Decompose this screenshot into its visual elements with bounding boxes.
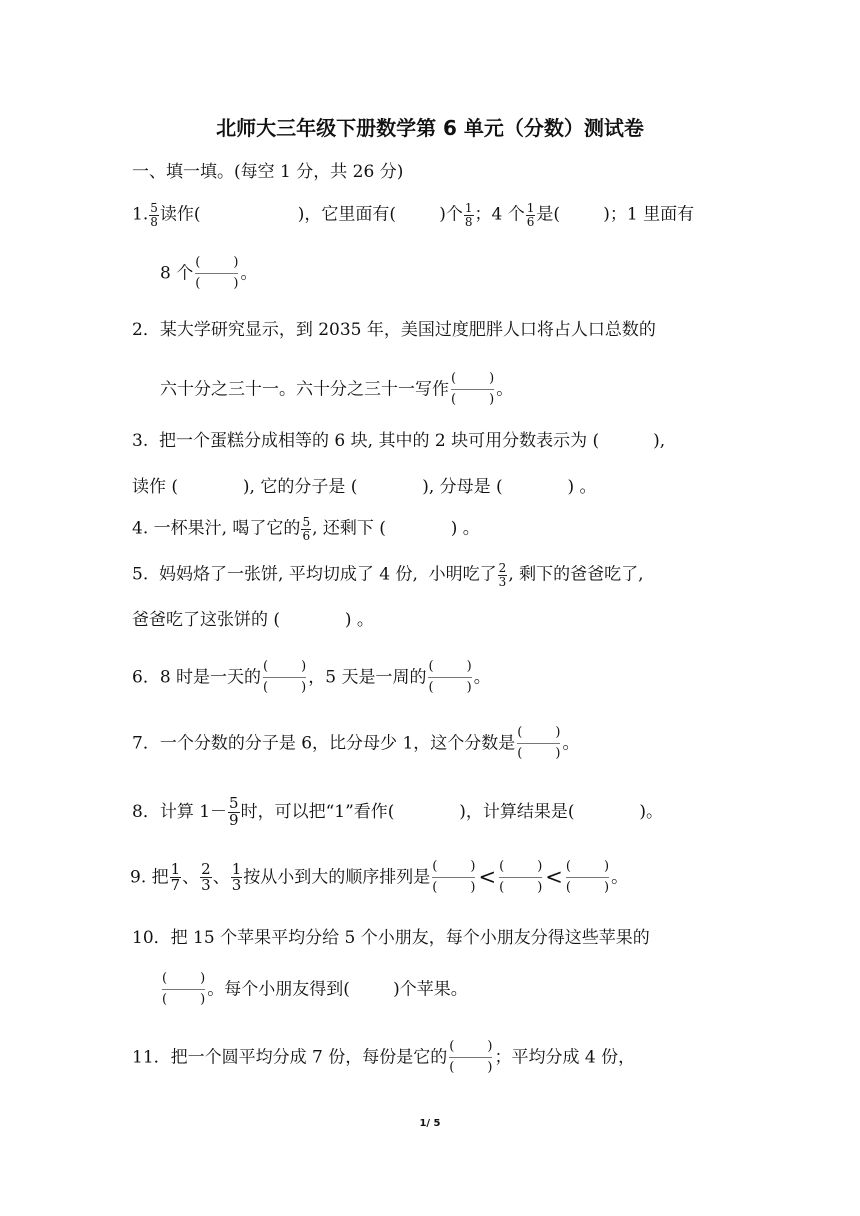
question-5-line-2: 爸爸吃了这张饼的 ( ) 。 bbox=[132, 610, 374, 630]
section-heading: 一、填一填。(每空 1 分，共 26 分) bbox=[132, 162, 404, 182]
answer-fraction-blank[interactable]: ( ) ( ) bbox=[449, 1039, 493, 1075]
question-8: 8．计算 1－ $\frac{5}{9}$ 时，可以把“1”看作( )，计算结果是( )。 bbox=[132, 794, 664, 829]
question-3-line-1: 3. 把一个蛋糕分成相等的 6 块, 其中的 2 块可用分数表示为 ( ), bbox=[132, 431, 666, 451]
question-2-line-2: 六十分之三十一。六十分之三十一写作 ( ) ( ) 。 bbox=[160, 371, 514, 407]
question-11: 11．把一个圆平均分成 7 份，每份是它的 ( ) ( ) ；平均分成 4 份， bbox=[132, 1039, 636, 1075]
page-number: 1/ 5 bbox=[419, 1118, 441, 1129]
fraction-1-8: $\frac{1}{8}$ bbox=[464, 201, 473, 229]
fraction-1-7: $\frac{1}{7}$ bbox=[170, 859, 181, 895]
answer-fraction-blank[interactable]: ( ) ( ) bbox=[195, 255, 239, 291]
fraction-1-3: $\frac{1}{3}$ bbox=[231, 859, 242, 895]
answer-fraction-blank[interactable]: ( ) ( ) bbox=[499, 859, 543, 895]
question-6: 6．8 时是一天的 ( ) ( ) ，5 天是一周的 ( ) ( ) 。 bbox=[132, 659, 491, 695]
question-number: 1. bbox=[132, 204, 149, 225]
question-2-line-1: 2．某大学研究显示，到 2035 年，美国过度肥胖人口将占人口总数的 bbox=[132, 320, 656, 340]
answer-fraction-blank[interactable]: ( ) ( ) bbox=[263, 659, 307, 695]
fraction-5-6: $\frac{5}{6}$ bbox=[302, 515, 311, 543]
answer-fraction-blank[interactable]: ( ) ( ) bbox=[162, 971, 206, 1007]
answer-fraction-blank[interactable]: ( ) ( ) bbox=[565, 859, 610, 895]
question-4: 4. 一杯果汁, 喝了它的 $\frac{5}{6}$ , 还剩下 ( ) 。 bbox=[132, 515, 480, 543]
less-than-sign: < bbox=[478, 865, 497, 890]
answer-fraction-blank[interactable]: ( ) ( ) bbox=[432, 859, 476, 895]
fraction-5-9: $\frac{5}{9}$ bbox=[229, 794, 239, 829]
fraction-2-3: $\frac{2}{3}$ bbox=[201, 859, 211, 895]
question-10-line-1: 10．把 15 个苹果平均分给 5 个小朋友，每个小朋友分得这些苹果的 bbox=[132, 928, 650, 948]
question-1-line-1: 1. $\frac{5}{8}$ 读作( )，它里面有( )个 $\frac{1}{8}$ ；4 个 $\frac{1}{6}$ 是( )；1 里面有 bbox=[132, 201, 695, 229]
answer-fraction-blank[interactable]: ( ) ( ) bbox=[517, 725, 561, 761]
fraction-1-6: $\frac{1}{6}$ bbox=[526, 201, 535, 229]
answer-fraction-blank[interactable]: ( ) ( ) bbox=[451, 371, 495, 407]
question-1-line-2: 8 个 ( ) ( ) 。 bbox=[160, 255, 258, 291]
answer-fraction-blank[interactable]: ( ) ( ) bbox=[428, 659, 472, 695]
less-than-sign: < bbox=[545, 865, 563, 890]
question-5-line-1: 5. 妈妈烙了一张饼, 平均切成了 4 份, 小明吃了 $\frac{2}{3}$ , 剩下的爸爸吃了, bbox=[132, 561, 644, 589]
fraction-2-3: $\frac{2}{3}$ bbox=[498, 561, 507, 589]
question-7: 7．一个分数的分子是 6，比分母少 1，这个分数是 ( ) ( ) 。 bbox=[132, 725, 580, 761]
question-9: 9. 把 $\frac{1}{7}$ 、 $\frac{2}{3}$ 、 $\frac{1}{3}$ 按从小到大的顺序排列是 ( ) ( ) < ( ) ( ) < ( ) ( ) 。 bbox=[130, 859, 629, 895]
fraction-5-8: $\frac{5}{8}$ bbox=[150, 201, 158, 229]
page-title: 北师大三年级下册数学第 6 单元（分数）测试卷 bbox=[216, 116, 644, 140]
question-10-line-2: ( ) ( ) 。每个小朋友得到( )个苹果。 bbox=[162, 971, 468, 1007]
question-3-line-2: 读作 ( ), 它的分子是 ( ), 分母是 ( ) 。 bbox=[132, 477, 597, 497]
